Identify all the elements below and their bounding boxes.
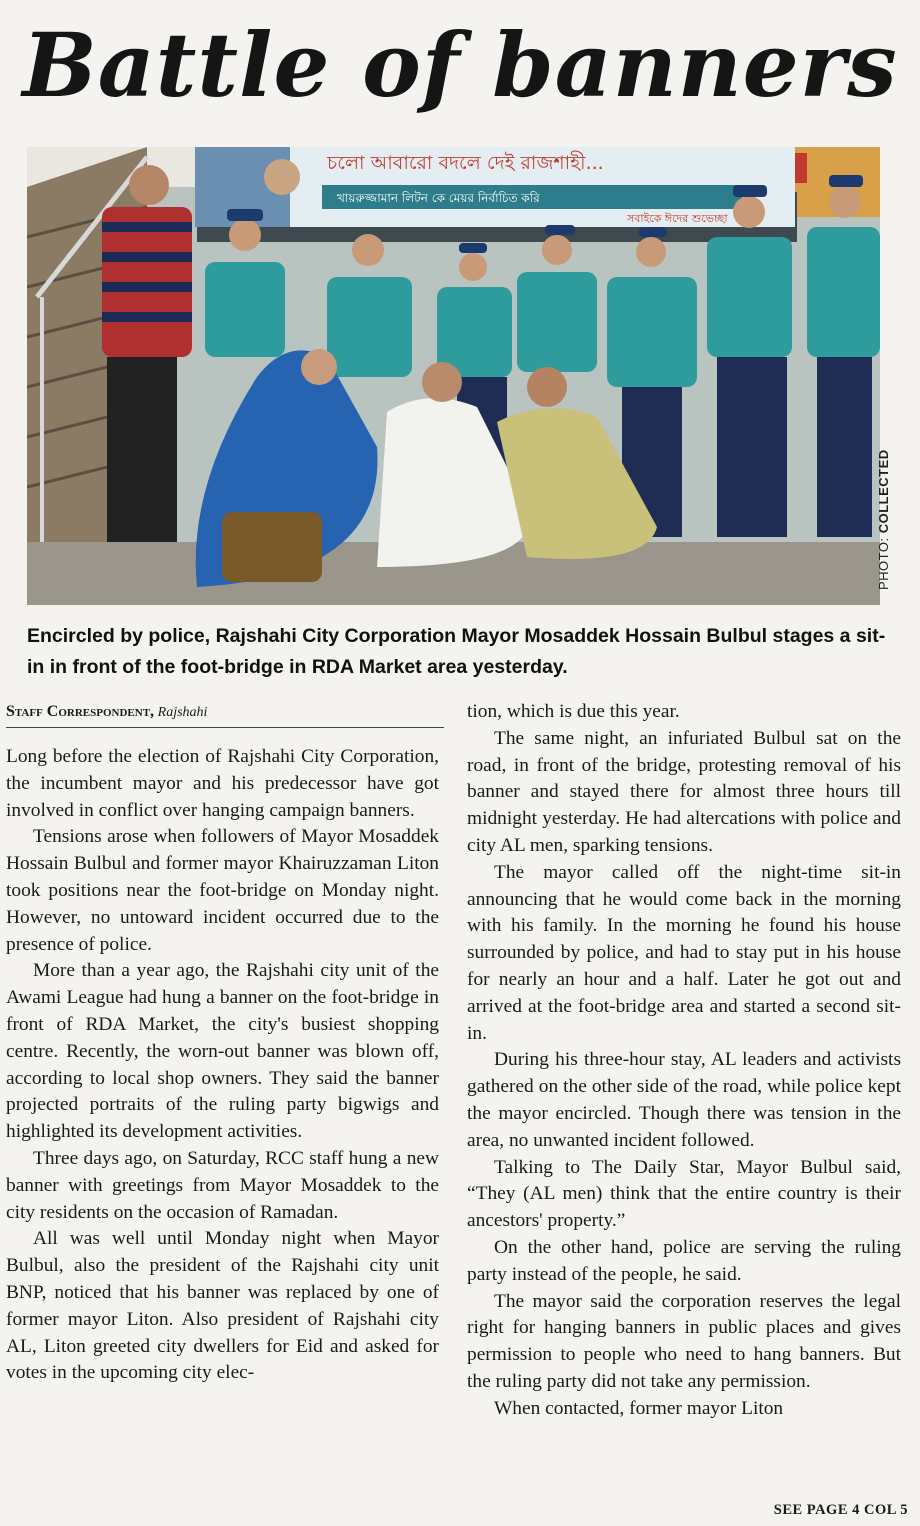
paragraph: Three days ago, on Saturday, RCC staff hung a new banner with greetings from Mayor Mosaddek to the city residents on the occasion of Ramadan.	[6, 1147, 439, 1223]
paragraph: tion, which is due this year.	[467, 701, 680, 722]
paragraph: The mayor called off the night-time sit-in announcing that he would come back in the morning with his family. In the morning he found his house surrounded by police, and had to stay put in his house for nearly an hour and a half. Later he got out and arrived at the foot-bridge area and started a second sit-in.	[467, 861, 901, 1044]
photo-illustration	[27, 147, 880, 605]
photo-credit-value: COLLECTED	[876, 449, 891, 534]
paragraph: On the other hand, police are serving the ruling party instead of the people, he said.	[467, 1236, 901, 1285]
byline	[6, 703, 444, 728]
paragraph: All was well until Monday night when Mayor Bulbul, also the president of the Rajshahi city unit BNP, noticed that his banner was replaced by one of former mayor Liton. Also president of Rajshahi city AL, Liton greeted city dwellers for Eid and asked for votes in the upcoming city elec-	[6, 1228, 439, 1384]
photo-credit	[876, 449, 898, 590]
headline: Battle of banners	[22, 13, 898, 117]
byline-author: Staff Correspondent,	[6, 703, 155, 720]
paragraph: More than a year ago, the Rajshahi city unit of the Awami League had hung a banner on the foot-bridge in front of RDA Market, the city's busiest shopping centre. Recently, the worn-out banner was blown off, according to local shop owners. They said the banner projected portraits of the ruling party bigwigs and highlighted its development activities.	[6, 960, 439, 1143]
jump-line: SEE PAGE 4 COL 5	[773, 1502, 908, 1518]
banner-text-2: খায়রুজ্জামান লিটন কে মেয়র নির্বাচিত করি	[337, 191, 540, 205]
news-photo	[27, 147, 880, 605]
photo-credit-label: PHOTO:	[876, 537, 891, 590]
paragraph: During his three-hour stay, AL leaders and activists gathered on the other side of the road, while police kept the mayor encircled. Though there was tension in the area, no unwanted incident followed.	[467, 1049, 901, 1151]
banner-text-1: চলো আবারো বদলে দেই রাজশাহী...	[327, 152, 604, 174]
photo-caption: Encircled by police, Rajshahi City Corporation Mayor Mosaddek Hossain Bulbul stages a sit-in in front of the foot-bridge in RDA Market area yesterday.	[27, 625, 886, 678]
paragraph: Talking to The Daily Star, Mayor Bulbul said, “They (AL men) think that the entire country is their ancestors' property.”	[467, 1156, 901, 1232]
paragraph: When contacted, former mayor Liton	[494, 1397, 784, 1419]
paragraph: The mayor said the corporation reserves the legal right for hanging banners in public places and gives permission to people who need to hang banners. But the ruling party did not take any permission.	[467, 1290, 901, 1392]
banner-text-3: সবাইকে ঈদের শুভেচ্ছা	[627, 212, 728, 225]
article-column-1	[6, 744, 439, 1387]
paragraph: Tensions arose when followers of Mayor Mosaddek Hossain Bulbul and former mayor Khairuzzaman Liton took positions near the foot-bridge on Monday night. However, no untoward incident occurred due to the presence of police.	[6, 826, 439, 955]
article-column-2	[467, 699, 901, 1423]
paragraph: The same night, an infuriated Bulbul sat on the road, in front of the bridge, protesting removal of his banner and stayed there for almost three hours till midnight yesterday. He had altercations with police and city AL men, sparking tensions.	[467, 727, 901, 856]
byline-place: Rajshahi	[157, 705, 208, 720]
paragraph: Long before the election of Rajshahi City Corporation, the incumbent mayor and his predecessor have got involved in conflict over hanging campaign banners.	[6, 746, 439, 821]
